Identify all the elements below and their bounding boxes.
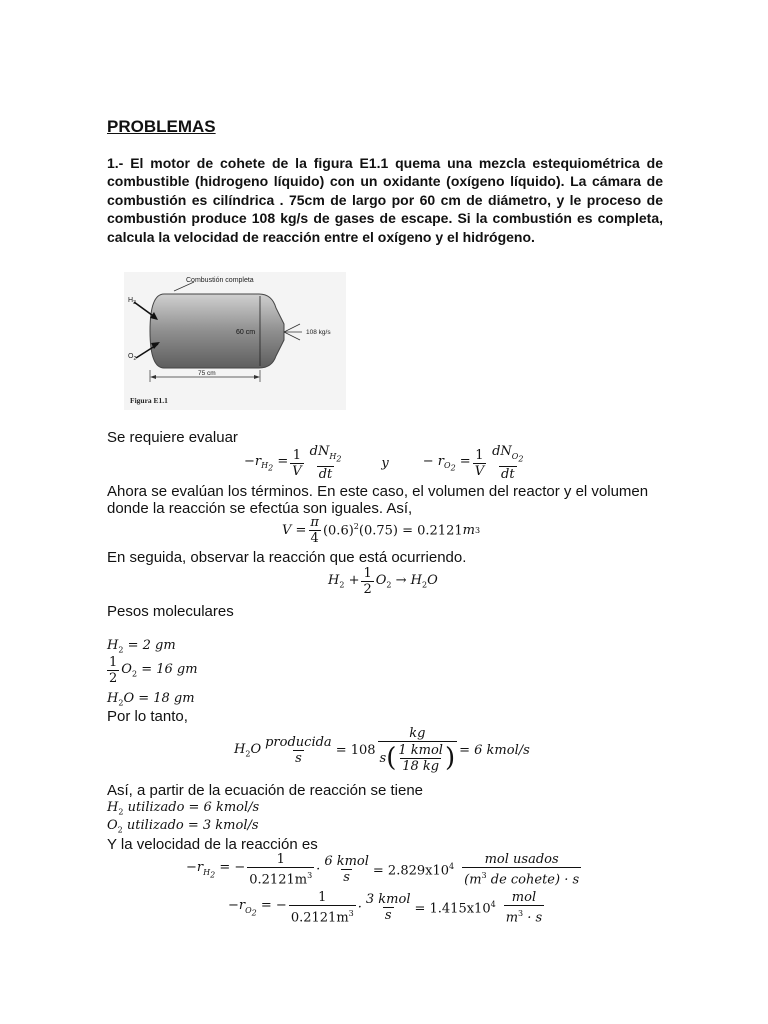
equation-rate-h2: $-r_{H_2}$ = − $\frac{1}{0.2121m^3}$ · $\frac{\text{6 kmol}}{s}$ = $2.829x10^4$ $\frac{\text{mol usados}}{(m^3 de cohete) \cdot s}$ — [186, 852, 580, 888]
mw-o2: $\frac{1}{2}$ $O_2 = 16$ gm — [109, 655, 198, 686]
equation-volume: V = $\frac{\pi}{4}$ $(0.6)^2(0.75) = 0.2121$ m 3 — [282, 515, 481, 546]
text-se-requiere: Se requiere evaluar — [107, 429, 238, 446]
equation-production: $H_2O$ $\frac{\text{producida}}{s}$ = 108 kg s ( $\frac{\text{1 kmol}}{18 kg}$ ) = 6 kmol/s — [234, 726, 530, 774]
equation-reaction: $H_2$ + $\frac{1}{2}$ $O_2 \to H_2O$ — [328, 566, 438, 597]
problem-statement: 1.- El motor de cohete de la figura E1.1 quema una mezcla estequiométrica de combustible (hidrogeno líquido) con un oxidante (oxígeno líquido). La cámara de combustión es cilíndrica . 75cm de largo por 60 cm de diámetro, y le proceso de combustión produce 108 kg/s de gases de escape. Si la combustión es completa, calcula la velocidad de reacción entre el oxígeno y el hidrógeno. — [107, 155, 663, 245]
o2-utilizado: $O_2$ utilizado = 3 kmol/s — [107, 818, 259, 835]
rocket-figure — [124, 272, 346, 410]
figure-label-flow: 108 kg/s — [306, 329, 331, 336]
rocket-chamber-diagram — [124, 272, 346, 410]
figure-label-h2: H — [128, 297, 134, 304]
figure-label-o2: O — [128, 353, 134, 360]
text-y-la-velocidad: Y la velocidad de la reacción es — [107, 836, 318, 853]
text-pesos-moleculares: Pesos moleculares — [107, 603, 234, 620]
text-en-seguida: En seguida, observar la reacción que está ocurriendo. — [107, 549, 467, 566]
text-asi-a-partir: Así, a partir de la ecuación de reacción se tiene — [107, 782, 424, 799]
equation-rate-o2: $-r_{O_2}$ = − $\frac{1}{0.2121m^3}$ · $\frac{\text{3 kmol}}{s}$ = $1.415x10^4$ $\frac{\text{mol}}{m^3 \cdot s}$ — [228, 890, 543, 926]
mw-h2: $H_2 = 2$ gm — [107, 638, 176, 655]
figure-label-length: 75 cm — [198, 370, 216, 377]
h2-utilizado: $H_2$ utilizado = 6 kmol/s — [107, 800, 260, 817]
svg-text:O2: $O_2$ — [128, 353, 137, 362]
page-heading: PROBLEMAS — [107, 117, 216, 136]
equation-rate-definitions: $-r_{H_2}$ = $\frac{1}{V}$ $\frac{dN_{H_2}}{dt}$ y − $r_{O_2}$ = $\frac{1}{V}$ $\frac{dN_{O_2}}{dt}$ — [244, 444, 524, 483]
figure-label-diameter: 60 cm — [236, 329, 256, 336]
text-ahora-se-evaluan: Ahora se evalúan los términos. En este caso, el volumen del reactor y el volumen donde la reacción se efectúa son iguales. Así, — [107, 483, 649, 517]
figure-label-combustion: Combustión completa — [186, 277, 254, 284]
mw-h2o: $H_2O = 18$ gm — [107, 691, 195, 708]
text-por-lo-tanto: Por lo tanto, — [107, 708, 188, 725]
figure-caption: Figura E1.1 — [130, 396, 168, 405]
